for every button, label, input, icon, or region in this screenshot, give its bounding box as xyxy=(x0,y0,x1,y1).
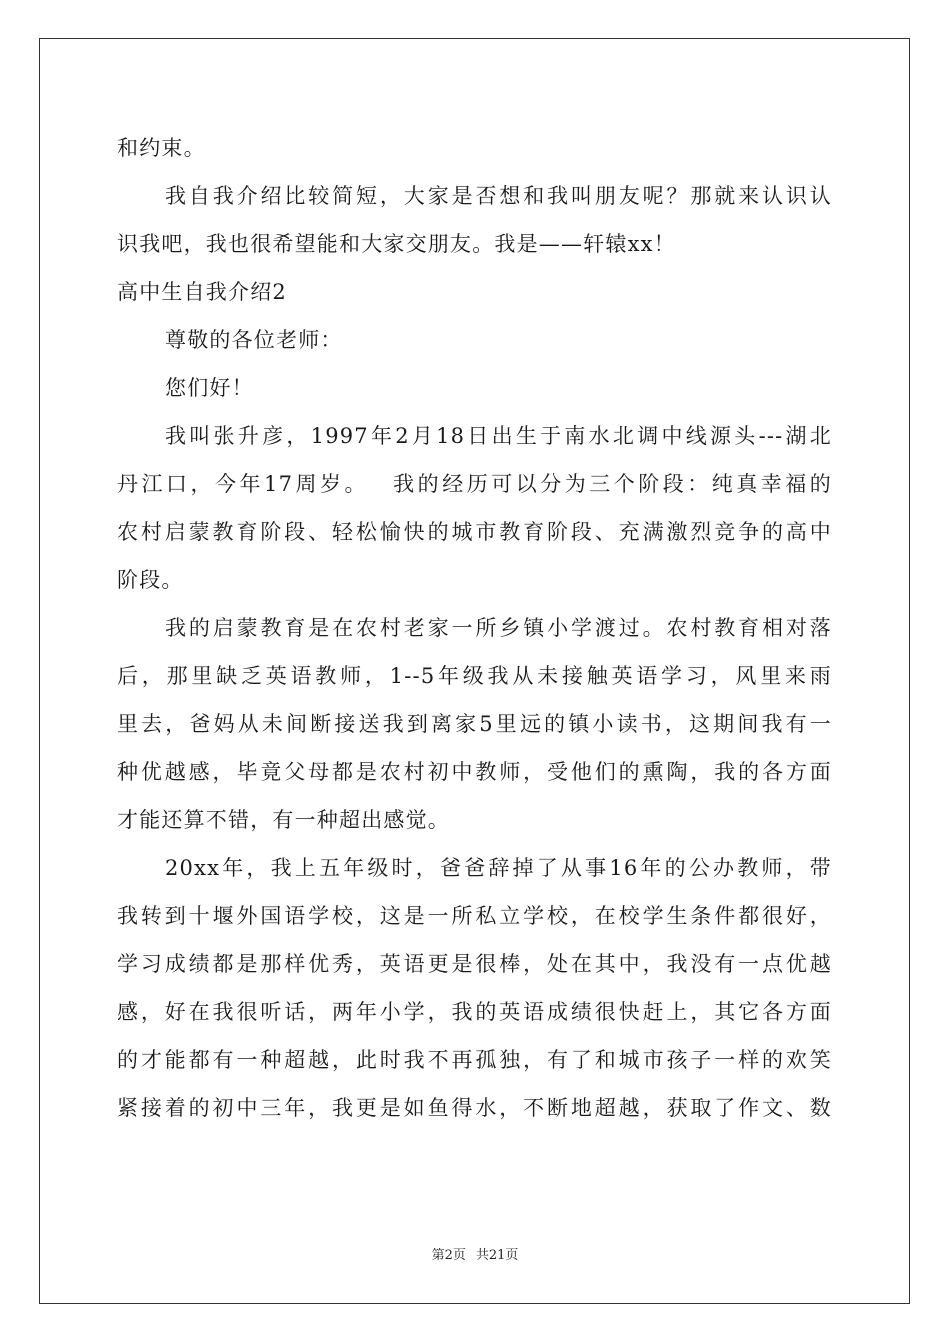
document-body xyxy=(117,124,832,1132)
text-line: 种优越感，毕竟父母都是农村初中教师，受他们的熏陶，我的各方面 xyxy=(117,760,832,784)
text-line: 我自我介绍比较简短，大家是否想和我叫朋友呢？那就来认识认 xyxy=(165,184,832,208)
text-line: 学习成绩都是那样优秀，英语更是很棒，处在其中，我没有一点优越 xyxy=(117,952,832,976)
text-line: 丹江口，今年17周岁。 我的经历可以分为三个阶段：纯真幸福的 xyxy=(117,472,832,496)
text-line: 后，那里缺乏英语教师，1--5年级我从未接触英语学习，风里来雨 xyxy=(117,664,832,688)
text-line: 阶段。 xyxy=(117,568,184,592)
text-line: 农村启蒙教育阶段、轻松愉快的城市教育阶段、充满激烈竞争的高中 xyxy=(117,520,832,544)
text-line: 和约束。 xyxy=(117,136,206,160)
text-line: 感，好在我很听话，两年小学，我的英语成绩很快赶上，其它各方面 xyxy=(117,1000,832,1024)
greeting: 您们好！ xyxy=(165,376,254,400)
text-line: 的才能都有一种超越，此时我不再孤独，有了和城市孩子一样的欢笑 xyxy=(117,1048,832,1072)
text-line: 我的启蒙教育是在农村老家一所乡镇小学渡过。农村教育相对落 xyxy=(165,616,832,640)
text-line: 我叫张升彦，1997年2月18日出生于南水北调中线源头---湖北 xyxy=(165,424,832,448)
page-total: 共21页 xyxy=(475,1248,519,1263)
page-number: 第2页 xyxy=(431,1248,466,1263)
text-line: 才能还算不错，有一种超出感觉。 xyxy=(117,808,450,832)
text-line: 识我吧，我也很希望能和大家交朋友。我是——轩辕xx！ xyxy=(117,232,676,256)
text-line: 紧接着的初中三年，我更是如鱼得水，不断地超越，获取了作文、数 xyxy=(117,1096,832,1120)
text-line: 我转到十堰外国语学校，这是一所私立学校，在校学生条件都很好， xyxy=(117,904,832,928)
text-line: 里去，爸妈从未间断接送我到离家5里远的镇小读书，这期间我有一 xyxy=(117,712,832,736)
page-footer xyxy=(0,1244,950,1263)
salutation: 尊敬的各位老师： xyxy=(165,328,343,352)
section-heading: 高中生自我介绍2 xyxy=(117,280,287,304)
text-line: 20xx年，我上五年级时，爸爸辞掉了从事16年的公办教师，带 xyxy=(165,856,832,880)
